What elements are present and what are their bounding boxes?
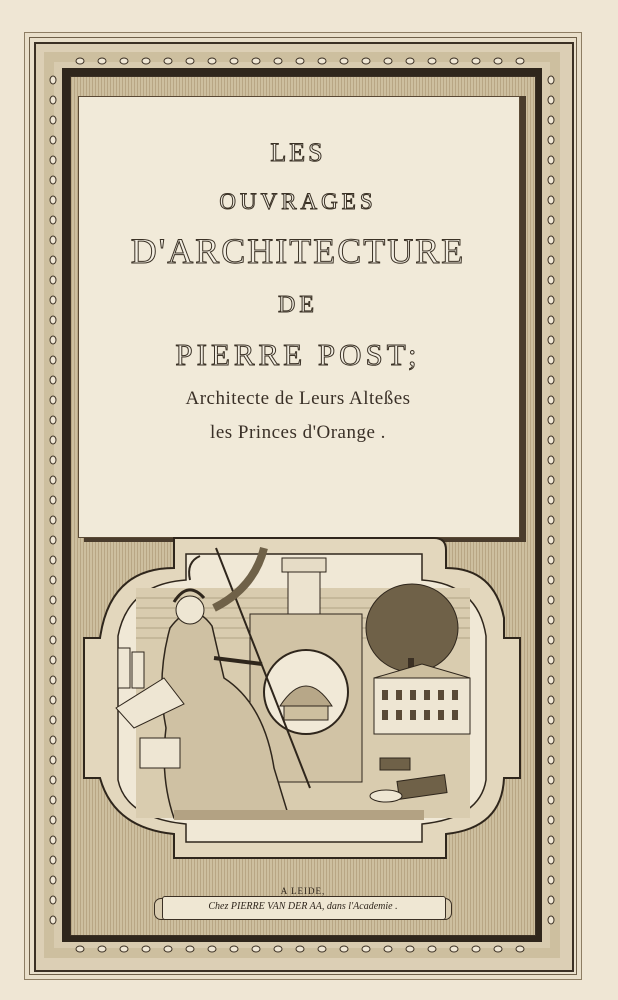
bead (362, 946, 370, 952)
bead (406, 946, 414, 952)
bead (98, 58, 106, 64)
bead (548, 816, 554, 824)
bead (50, 456, 56, 464)
bead (548, 716, 554, 724)
bead (548, 136, 554, 144)
bead (50, 336, 56, 344)
bead (548, 836, 554, 844)
bead (50, 256, 56, 264)
bead (50, 216, 56, 224)
bead (548, 76, 554, 84)
bead (340, 946, 348, 952)
bead (142, 946, 150, 952)
bead (548, 256, 554, 264)
bead (362, 58, 370, 64)
bead (50, 476, 56, 484)
bead (548, 416, 554, 424)
bead (548, 896, 554, 904)
bead (50, 676, 56, 684)
bead (50, 896, 56, 904)
title-line-ouvrages: OUVRAGES (219, 189, 377, 214)
bead (50, 96, 56, 104)
imprint-banner (162, 886, 444, 920)
bead (548, 156, 554, 164)
title-line-author: PIERRE POST; (175, 337, 421, 372)
bead (548, 456, 554, 464)
bead (50, 76, 56, 84)
bead (548, 296, 554, 304)
bead (50, 276, 56, 284)
bead (50, 736, 56, 744)
bead (50, 136, 56, 144)
bead (50, 536, 56, 544)
title-block (78, 130, 518, 444)
bead (230, 946, 238, 952)
bead (548, 636, 554, 644)
bead (50, 596, 56, 604)
bead (548, 776, 554, 784)
bead (230, 58, 238, 64)
bead (252, 58, 260, 64)
bead (548, 176, 554, 184)
bead (406, 58, 414, 64)
bead (384, 946, 392, 952)
bead (50, 396, 56, 404)
bead (548, 216, 554, 224)
bead (548, 756, 554, 764)
bead (548, 316, 554, 324)
bead (50, 656, 56, 664)
bead (548, 696, 554, 704)
bead (548, 916, 554, 924)
imprint-publisher: Chez PIERRE VAN DER AA, dans l'Academie . (208, 901, 398, 912)
bead (50, 836, 56, 844)
bead (50, 516, 56, 524)
bead (548, 356, 554, 364)
bead (208, 946, 216, 952)
bead (340, 58, 348, 64)
bead (548, 556, 554, 564)
bead (50, 776, 56, 784)
bead (296, 58, 304, 64)
bead (548, 656, 554, 664)
title-line-de: DE (278, 292, 318, 318)
bead (548, 236, 554, 244)
bead (548, 376, 554, 384)
bead (50, 236, 56, 244)
bead (50, 856, 56, 864)
bead (50, 356, 56, 364)
bead (318, 946, 326, 952)
bead (548, 676, 554, 684)
bead (274, 58, 282, 64)
bead (50, 796, 56, 804)
bead (50, 376, 56, 384)
bead (548, 796, 554, 804)
bead (548, 736, 554, 744)
bead (450, 946, 458, 952)
bead (50, 876, 56, 884)
bead (50, 176, 56, 184)
bead (548, 116, 554, 124)
bead (548, 476, 554, 484)
bead (548, 96, 554, 104)
bead (208, 58, 216, 64)
allegorical-vignette (74, 528, 534, 884)
bead (548, 336, 554, 344)
bead (50, 196, 56, 204)
title-line-les: LES (270, 138, 326, 167)
bead (120, 946, 128, 952)
bead (472, 58, 480, 64)
bead (142, 58, 150, 64)
bead (76, 58, 84, 64)
bead (164, 58, 172, 64)
bead (50, 716, 56, 724)
palace (374, 664, 470, 734)
bead (428, 946, 436, 952)
bead (164, 946, 172, 952)
bead (50, 916, 56, 924)
bead (120, 58, 128, 64)
bead (472, 946, 480, 952)
bead (428, 58, 436, 64)
bead (98, 946, 106, 952)
title-line-architecture: D'ARCHITECTURE (130, 231, 466, 271)
bead (50, 696, 56, 704)
bead (50, 576, 56, 584)
bead (252, 946, 260, 952)
bead (186, 946, 194, 952)
bead (548, 856, 554, 864)
bead (548, 436, 554, 444)
bead (50, 816, 56, 824)
bead (50, 116, 56, 124)
bead (548, 876, 554, 884)
bead (50, 416, 56, 424)
subtitle-line-1: Architecte de Leurs Alteßes (185, 388, 411, 409)
bead (318, 58, 326, 64)
bead (50, 296, 56, 304)
bead (548, 396, 554, 404)
bead (50, 636, 56, 644)
bead (50, 316, 56, 324)
bead (50, 496, 56, 504)
bead (548, 536, 554, 544)
bead (296, 946, 304, 952)
bead (274, 946, 282, 952)
bead (50, 616, 56, 624)
bead (494, 946, 502, 952)
bead (186, 58, 194, 64)
bead (548, 616, 554, 624)
bead (548, 196, 554, 204)
bead (548, 276, 554, 284)
bead (516, 946, 524, 952)
subtitle-line-2: les Princes d'Orange . (210, 422, 386, 443)
bead (50, 556, 56, 564)
bead (548, 496, 554, 504)
bead (516, 58, 524, 64)
bead (50, 156, 56, 164)
bead (50, 436, 56, 444)
bead (548, 596, 554, 604)
imprint-place: A LEIDE, (280, 886, 326, 896)
bead (494, 58, 502, 64)
bead (50, 756, 56, 764)
bead (450, 58, 458, 64)
bead (548, 516, 554, 524)
bead (548, 576, 554, 584)
bead (76, 946, 84, 952)
bead (384, 58, 392, 64)
